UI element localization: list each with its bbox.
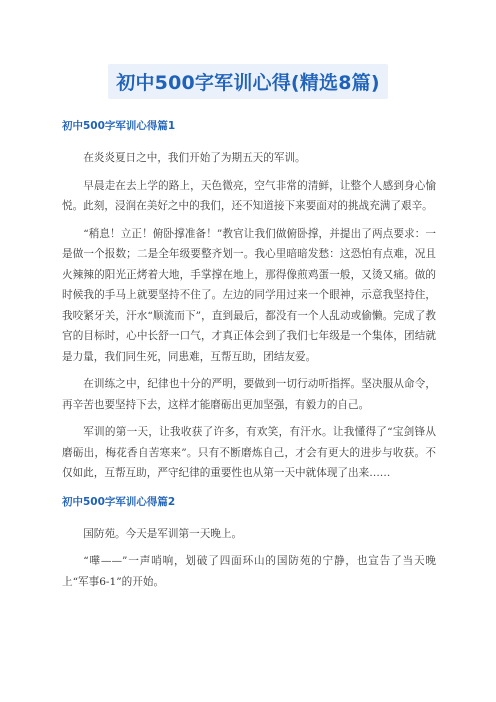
section-1-paragraph-1: 在炎炎夏日之中，我们开始了为期五天的军训。 [83,152,306,164]
section-1-paragraph-3: “稍息！立正！俯卧撑准备！”教官让我们做俯卧撑，并提出了两点要求：一是做一个报数；二是全年级要整齐划一。我心里暗暗发愁：这恐怕有点难，况且火辣辣的阳光正烤着大地，手掌撑在地上，那得像煎鸡蛋一般，又烫又痛。做的时候我的手马上就要坚持不住了。左边的同学用过来一个眼神，示意我坚持住，我咬紧牙关，汗水“顺流而下”，直到最后，都没有一个人乱动或偷懒。完成了教官的目标时，心中长舒一口气，才真正体会到了我们七年级是一个集体，团结就是力量，我们同生死，同患难，互帮互助，团结友爱。 [62,227,436,363]
title-highlight [108,64,387,99]
section-1-paragraph-5: 军训的第一天，让我收获了许多，有欢笑，有汗水。让我懂得了“宝剑锋从磨砺出，梅花香自苦寒来”。只有不断磨炼自己，才会有更大的进步与收获。不仅如此，互帮互助，严守纪律的重要性也从第一天中就体现了出来…… [62,426,436,479]
section-heading-2: 初中500字军训心得篇2 [62,495,176,508]
document-body [62,118,436,599]
section-1-paragraph-4: 在训练之中，纪律也十分的严明，要做到一切行动听指挥。坚决服从命令，再辛苦也要坚持下去，这样才能磨砺出更加坚强，有毅力的自己。 [62,378,436,411]
section-2-paragraph-1: 国防苑。今天是军训第一天晚上。 [83,527,243,540]
section-heading-1: 初中500字军训心得篇1 [62,120,176,132]
section-2-paragraph-2: “嘩——”一声哨响，划破了四面环山的国防苑的宁静，也宣告了当天晚上“军事6-1”的开始。 [62,555,436,588]
title-area [0,64,496,99]
document-title: 初中500字军训心得(精选8篇) [116,72,380,94]
section-1-paragraph-2: 早晨走在去上学的路上，天色微亮，空气非常的清鲜，让整个人感到身心愉悦。此刻，浸润在美好之中的我们，还不知道接下来要面对的挑战充满了艰辛。 [62,179,436,212]
